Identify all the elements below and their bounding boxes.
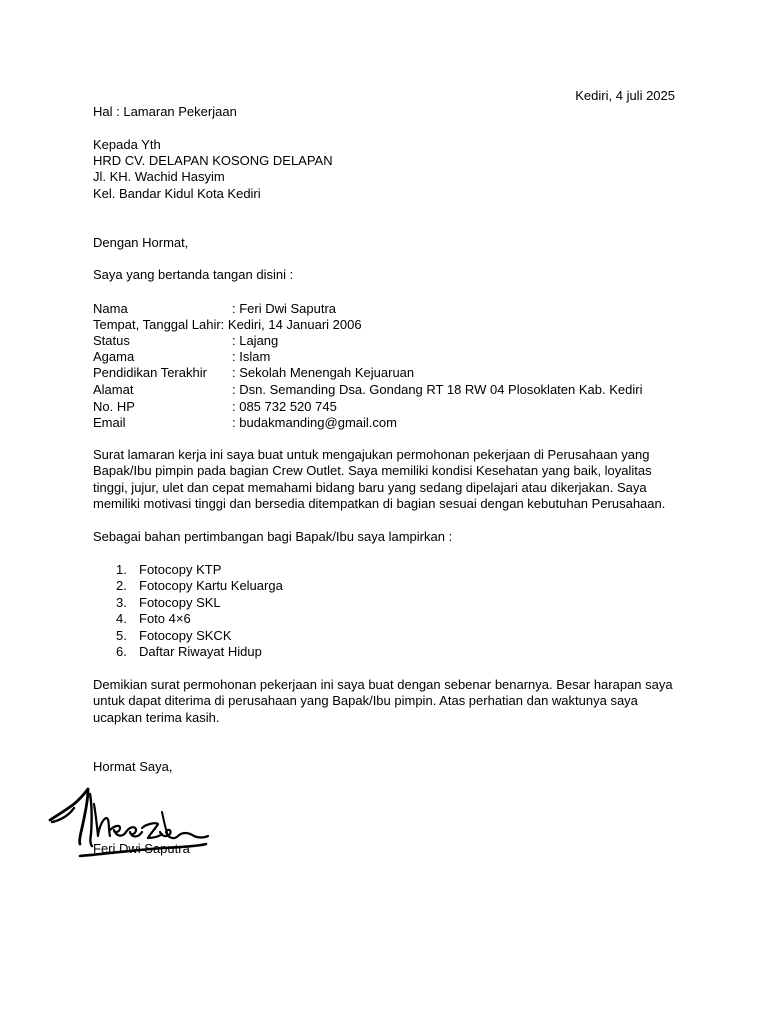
detail-value: : Lajang bbox=[232, 333, 279, 348]
detail-label: Nama bbox=[93, 301, 128, 316]
paragraph-line: tinggi, jujur, ulet dan cepat memahami bidang baru yang sedang dipelajari atau dikerjakan. Saya bbox=[93, 479, 647, 495]
list-number: 4. bbox=[116, 611, 127, 627]
recipient-line: HRD CV. DELAPAN KOSONG DELAPAN bbox=[93, 153, 333, 169]
list-text: Fotocopy KTP bbox=[139, 562, 222, 577]
recipient-line: Kepada Yth bbox=[93, 137, 161, 152]
list-item bbox=[116, 611, 283, 627]
closing-paragraph bbox=[93, 677, 673, 726]
letter-date: Kediri, 4 juli 2025 bbox=[575, 88, 675, 103]
list-item bbox=[116, 644, 283, 660]
detail-row-hp bbox=[93, 399, 337, 415]
paragraph-line: Surat lamaran kerja ini saya buat untuk mengajukan permohonan pekerjaan di Perusahaan yang bbox=[93, 447, 650, 462]
detail-label: Alamat bbox=[93, 382, 134, 397]
list-number: 1. bbox=[116, 562, 127, 577]
recipient-line: Kel. Bandar Kidul Kota Kediri bbox=[93, 185, 261, 201]
list-item bbox=[116, 628, 283, 644]
detail-row-agama bbox=[93, 349, 270, 365]
attachments-intro: Sebagai bahan pertimbangan bagi Bapak/Ibu saya lampirkan : bbox=[93, 529, 453, 544]
list-text: Daftar Riwayat Hidup bbox=[139, 644, 262, 660]
list-number: 6. bbox=[116, 644, 127, 660]
list-item bbox=[116, 595, 283, 611]
recipient-address bbox=[93, 137, 333, 202]
list-text: Foto 4×6 bbox=[139, 611, 191, 627]
detail-value: : budakmanding@gmail.com bbox=[232, 415, 397, 430]
detail-label: No. HP bbox=[93, 399, 135, 414]
detail-value: : Sekolah Menengah Kejuaruan bbox=[232, 365, 415, 380]
detail-row-nama bbox=[93, 301, 336, 317]
list-text: Fotocopy SKL bbox=[139, 594, 221, 610]
paragraph-line: ucapkan terima kasih. bbox=[93, 709, 220, 725]
detail-value: : Dsn. Semanding Dsa. Gondang RT 18 RW 04 Plosoklaten Kab. Kediri bbox=[232, 382, 643, 397]
list-number: 5. bbox=[116, 627, 127, 643]
letter-subject: Hal : Lamaran Pekerjaan bbox=[93, 104, 237, 119]
list-item bbox=[116, 562, 283, 578]
list-text: Fotocopy SKCK bbox=[139, 627, 232, 643]
recipient-line: Jl. KH. Wachid Hasyim bbox=[93, 169, 225, 185]
greeting: Dengan Hormat, bbox=[93, 235, 189, 250]
detail-label: Pendidikan Terakhir bbox=[93, 365, 207, 380]
detail-value: : 085 732 520 745 bbox=[232, 399, 337, 414]
attachments-list bbox=[116, 562, 283, 660]
detail-row-pendidikan bbox=[93, 365, 414, 381]
paragraph-line: Bapak/Ibu pimpin pada bagian Crew Outlet. Saya memiliki kondisi Kesehatan yang baik, loyalitas bbox=[93, 463, 652, 479]
detail-row-status bbox=[93, 333, 278, 349]
list-number: 2. bbox=[116, 578, 127, 594]
detail-label: Agama bbox=[93, 349, 135, 364]
paragraph-line: Demikian surat permohonan pekerjaan ini saya buat dengan sebenar benarnya. Besar harapan saya bbox=[93, 677, 673, 692]
body-paragraph bbox=[93, 447, 673, 512]
list-number: 3. bbox=[116, 594, 127, 610]
paragraph-line: memiliki motivasi tinggi dan bersedia ditempatkan di bagian sesuai dengan kebutuhan Perusahaan. bbox=[93, 495, 666, 511]
list-text: Fotocopy Kartu Keluarga bbox=[139, 578, 283, 594]
detail-row-email bbox=[93, 415, 397, 431]
detail-label: Email bbox=[93, 415, 126, 430]
detail-value: : Feri Dwi Saputra bbox=[232, 301, 337, 316]
paragraph-line: untuk dapat diterima di perusahaan yang Bapak/Ibu pimpin. Atas perhatian dan waktunya saya bbox=[93, 693, 638, 709]
list-item bbox=[116, 578, 283, 594]
intro-line: Saya yang bertanda tangan disini : bbox=[93, 267, 294, 282]
detail-row-ttl bbox=[93, 317, 362, 333]
sign-off: Hormat Saya, bbox=[93, 759, 173, 774]
detail-ttl: Tempat, Tanggal Lahir: Kediri, 14 Januari 2006 bbox=[93, 317, 362, 332]
signer-name: Feri Dwi Saputra bbox=[93, 841, 190, 856]
detail-row-alamat bbox=[93, 382, 642, 398]
detail-label: Status bbox=[93, 333, 130, 348]
detail-value: : Islam bbox=[232, 349, 271, 364]
